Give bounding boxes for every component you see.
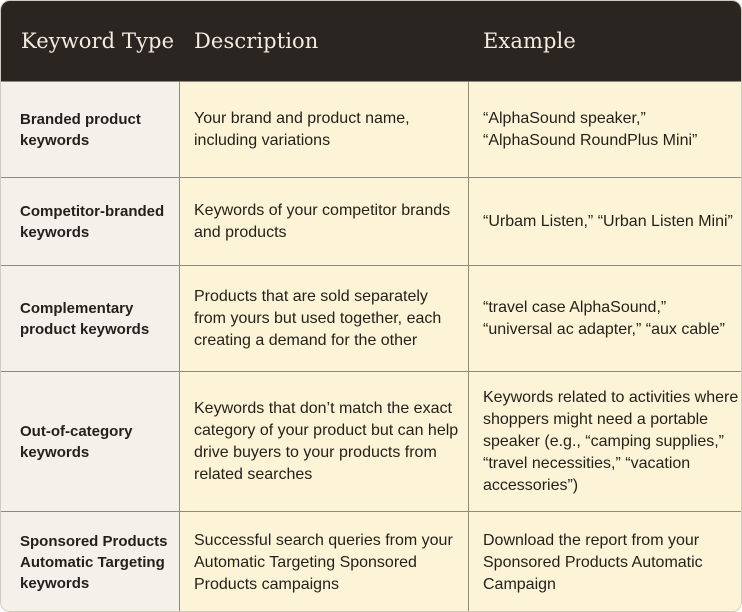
- keyword-type-cell: Complementary product keywords: [1, 266, 179, 371]
- header-example: Example: [483, 29, 576, 53]
- example-cell: “Urbam Listen,” “Urban Listen Mini”: [468, 178, 742, 265]
- example-cell: Keywords related to activities where shoppers might need a portable speaker (e.g., “camping supplies,” “travel necessities,” “vacation accessories”): [468, 372, 742, 511]
- keyword-type-cell: Out-of-category keywords: [1, 372, 179, 511]
- table-row: [1, 177, 742, 265]
- header-keyword-type: Keyword Type: [21, 29, 175, 53]
- description-cell: Keywords of your competitor brands and products: [179, 178, 468, 265]
- keyword-type-cell: Competitor-branded keywords: [1, 178, 179, 265]
- table-row: [1, 265, 742, 371]
- keyword-type-cell: Branded product keywords: [1, 82, 179, 177]
- table-row: [1, 371, 742, 511]
- header-description: Description: [194, 29, 319, 53]
- example-cell: Download the report from your Sponsored Products Automatic Campaign: [468, 512, 742, 612]
- example-cell: “AlphaSound speaker,” “AlphaSound RoundPlus Mini”: [468, 82, 742, 177]
- description-cell: Products that are sold separately from yours but used together, each creating a demand for the other: [179, 266, 468, 371]
- table-row: [1, 81, 742, 177]
- description-cell: Your brand and product name, including variations: [179, 82, 468, 177]
- description-cell: Successful search queries from your Automatic Targeting Sponsored Products campaigns: [179, 512, 468, 612]
- table-row: [1, 511, 742, 612]
- keyword-type-cell: Sponsored Products Automatic Targeting keywords: [1, 512, 179, 612]
- description-cell: Keywords that don’t match the exact category of your product but can help drive buyers to your products from related searches: [179, 372, 468, 511]
- example-cell: “travel case AlphaSound,” “universal ac adapter,” “aux cable”: [468, 266, 742, 371]
- table-header: [1, 1, 742, 81]
